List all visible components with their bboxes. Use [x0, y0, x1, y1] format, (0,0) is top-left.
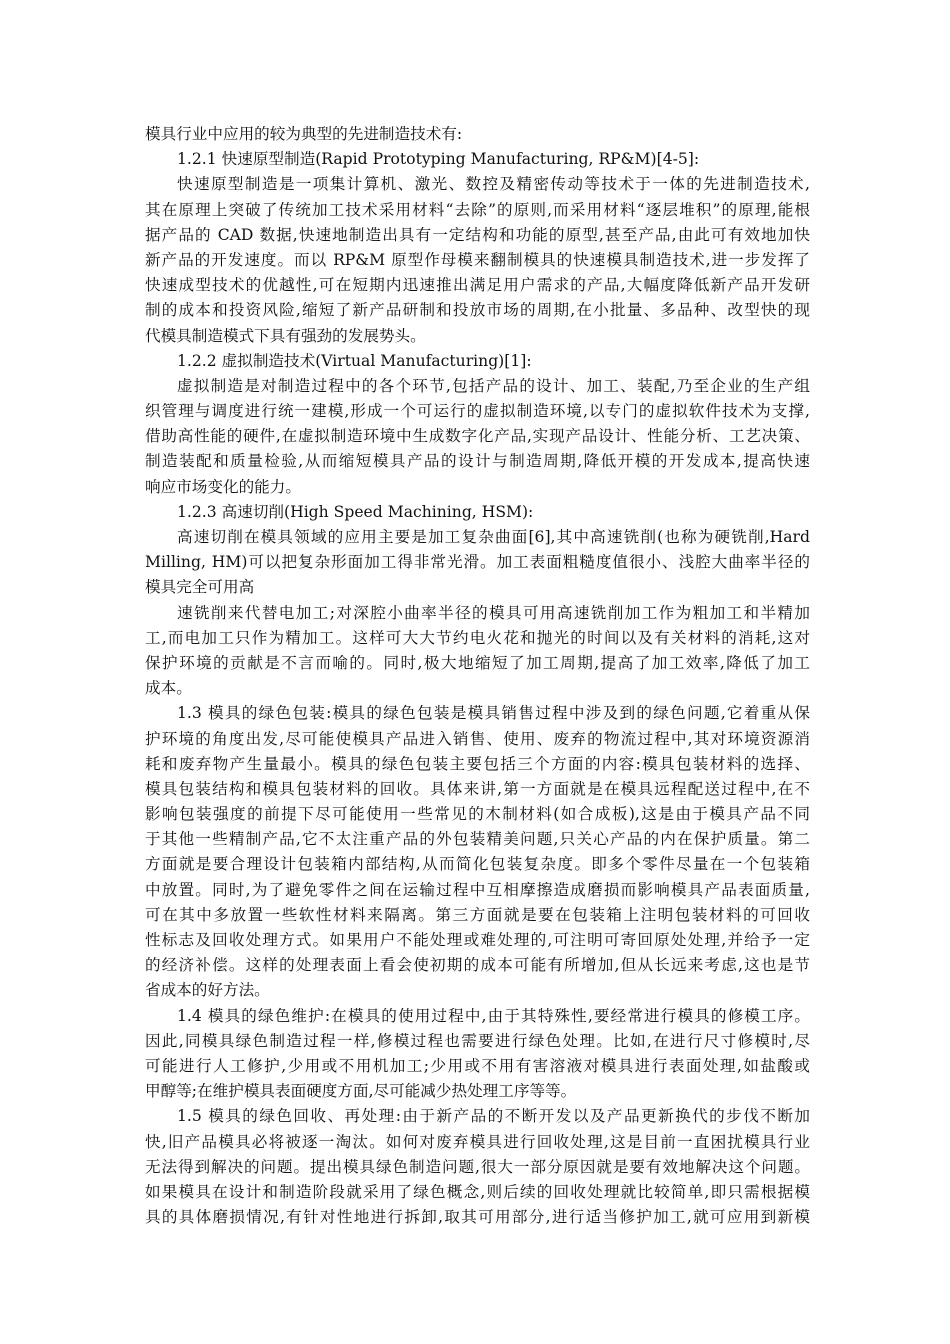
text-line: 护环境的角度出发,尽可能使模具产品进入销售、使用、废弃的物流过程中,其对环境资源消: [145, 729, 810, 748]
text-line: 性标志及回收处理方式。如果用户不能处理或难处理的,可注明可寄回原处处理,并给予一定: [145, 931, 810, 949]
text-line: 快速成型技术的优越性,可在短期内迅速推出满足用户需求的产品,大幅度降低新产品开发研: [145, 276, 810, 295]
text-line: 模具完全可用高: [145, 578, 255, 597]
text-line: 可能进行人工修护,少用或不用机加工;少用或不用有害溶液对模具进行表面处理,如盐酸或: [145, 1056, 810, 1075]
text-line: 1.2.2 虚拟制造技术(Virtual Manufacturing)[1]:: [177, 351, 532, 370]
text-line: 快,旧产品模具必将被逐一淘汰。如何对废弃模具进行回收处理,这是目前一直困扰模具行业: [145, 1132, 810, 1151]
text-line: 无法得到解决的问题。提出模具绿色制造问题,很大一部分原因就是要有效地解决这个问题。: [145, 1157, 810, 1176]
text-line: 于其他一些精制产品,它不太注重产品的外包装精美问题,只关心产品的内在保护质量。第二: [145, 830, 810, 849]
text-line: 影响包装强度的前提下尽可能使用一些常见的木制材料(如合成板),这是由于模具产品不同: [145, 805, 810, 824]
text-line: 方面就是要合理设计包装箱内部结构,从而简化包装复杂度。即多个零件尽量在一个包装箱: [145, 855, 810, 874]
text-line: 制造装配和质量检验,从而缩短模具产品的设计与制造周期,降低开模的开发成本,提高快速: [145, 452, 810, 471]
text-line: 快速原型制造是一项集计算机、激光、数控及精密传动等技术于一体的先进制造技术,: [177, 175, 810, 194]
text-line: 制的成本和投资风险,缩短了新产品研制和投放市场的周期,在小批量、多品种、改型快的现: [145, 301, 810, 320]
text-line: 织管理与调度进行统一建模,形成一个可运行的虚拟制造环境,以专门的虚拟软件技术为支撑,: [145, 402, 810, 421]
text-line: 响应市场变化的能力。: [145, 477, 301, 496]
text-line: 高速切削在模具领域的应用主要是加工复杂曲面[6],其中高速铣削(也称为硬铣削,Hard: [177, 528, 810, 546]
text-line: 省成本的好方法。: [145, 981, 270, 1000]
text-line: 可在其中多放置一些软性材料来隔离。第三方面就是要在包装箱上注明包装材料的可回收: [145, 905, 810, 924]
text-line: 借助高性能的硬件,在虚拟制造环境中生成数字化产品,实现产品设计、性能分析、工艺决策、: [145, 427, 810, 446]
text-line: 虚拟制造是对制造过程中的各个环节,包括产品的设计、加工、装配,乃至企业的生产组: [177, 376, 810, 395]
document-body: [145, 122, 810, 1230]
text-line: 模具包装结构和模具包装材料的回收。具体来讲,第一方面就是在模具远程配送过程中,在不: [145, 779, 810, 798]
text-line: 代模具制造模式下具有强劲的发展势头。: [145, 326, 426, 345]
text-line: Milling, HM)可以把复杂形面加工得非常光滑。加工表面粗糙度值很小、浅腔大曲率半径的: [145, 553, 810, 572]
text-line: 成本。: [145, 679, 192, 698]
text-line: 1.4 模具的绿色维护:在模具的使用过程中,由于其特殊性,要经常进行模具的修模工序。: [177, 1006, 810, 1025]
text-line: 速铣削来代替电加工;对深腔小曲率半径的模具可用高速铣削加工作为粗加工和半精加: [177, 603, 810, 622]
text-line: 甲醇等;在维护模具表面硬度方面,尽可能减少热处理工序等等。: [145, 1082, 577, 1101]
text-line: 中放置。同时,为了避免零件之间在运输过程中互相摩擦造成磨损而影响模具产品表面质量,: [145, 880, 810, 899]
text-line: 的经济补偿。这样的处理表面上看会使初期的成本可能有所增加,但从长远来考虑,这也是节: [145, 956, 810, 975]
text-line: 工,而电加工只作为精加工。这样可大大节约电火花和抛光的时间以及有关材料的消耗,这对: [145, 628, 810, 647]
text-line: 据产品的 CAD 数据,快速地制造出具有一定结构和功能的原型,甚至产品,由此可有效地加快: [145, 225, 810, 244]
text-line: 新产品的开发速度。而以 RP&M 原型作母模来翻制模具的快速模具制造技术,进一步发挥了: [145, 250, 810, 269]
text-line: 1.5 模具的绿色回收、再处理:由于新产品的不断开发以及产品更新换代的步伐不断加: [177, 1107, 810, 1126]
text-line: 具的具体磨损情况,有针对性地进行拆卸,取其可用部分,进行适当修护加工,就可应用到新模: [145, 1208, 810, 1227]
text-line: 耗和废弃物产生量最小。模具的绿色包装主要包括三个方面的内容:模具包装材料的选择、: [145, 754, 810, 773]
text-line: 1.3 模具的绿色包装:模具的绿色包装是模具销售过程中涉及到的绿色问题,它着重从保: [177, 704, 810, 723]
text-line: 模具行业中应用的较为典型的先进制造技术有:: [145, 125, 463, 143]
text-line: 如果模具在设计和制造阶段就采用了绿色概念,则后续的回收处理就比较简单,即只需根据模: [145, 1182, 810, 1201]
text-line: 其在原理上突破了传统加工技术采用材料“去除”的原则,而采用材料“逐层堆积”的原理,能根: [145, 200, 810, 219]
text-line: 1.2.3 高速切削(High Speed Machining, HSM):: [177, 502, 534, 521]
text-line: 1.2.1 快速原型制造(Rapid Prototyping Manufacturing, RP&M)[4-5]:: [177, 150, 700, 169]
text-line: 保护环境的贡献是不言而喻的。同时,极大地缩短了加工周期,提高了加工效率,降低了加工: [145, 653, 810, 672]
text-line: 因此,同模具绿色制造过程一样,修模过程也需要进行绿色处理。比如,在进行尺寸修模时,尽: [145, 1031, 810, 1050]
